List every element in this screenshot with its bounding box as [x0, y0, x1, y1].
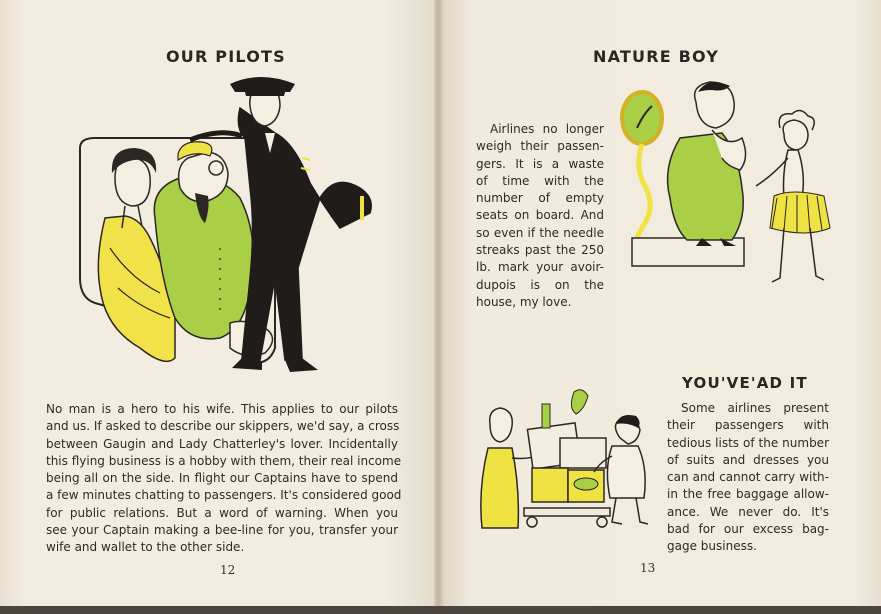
- body-line: so even if the needle: [476, 225, 604, 240]
- book-bottom-edge: [0, 606, 881, 614]
- book-gutter: [434, 0, 443, 606]
- body-line: gers. It is a waste: [476, 156, 604, 171]
- page-number-right: 13: [640, 561, 656, 575]
- body-line: No man is a hero to his wife. This applies to our pilots: [46, 402, 398, 416]
- body-line: tedious lists of the number: [667, 435, 829, 450]
- body-line: see your Captain making a bee-line for you, transfer your: [46, 523, 398, 538]
- pilot-chatting-with-passengers-illustration: [70, 78, 380, 378]
- baggage-trolley-illustration: [470, 388, 655, 536]
- body-line: streaks past the 250: [476, 243, 604, 258]
- page-number-left: 12: [220, 563, 236, 577]
- body-line: between Gaugin and Lady Chatterley's lover. Incidentally: [46, 436, 398, 451]
- body-line: a few minutes chatting to passengers. It's considered good: [46, 488, 402, 503]
- page-title-nature-boy: NATURE BOY: [593, 47, 720, 66]
- body-line: wife and wallet to the other side.: [46, 540, 245, 555]
- body-line: can and cannot carry with-: [667, 470, 829, 485]
- our-pilots-body-text: [46, 401, 402, 557]
- body-line: seats on board. And: [476, 208, 604, 223]
- body-line: for public relations. But a word of warning. When you: [46, 505, 398, 520]
- page-title-our-pilots: OUR PILOTS: [166, 47, 286, 66]
- body-line: bad for our excess bag-: [667, 522, 829, 537]
- body-line: house, my love.: [476, 294, 572, 309]
- body-line: being all on the side. In flight our Captains have to spend: [46, 471, 398, 486]
- body-line: this flying business is a hobby with them, their real income: [46, 453, 402, 468]
- body-line: Some airlines present: [681, 401, 829, 415]
- body-line: Airlines no longer: [490, 122, 604, 136]
- nature-boy-body-text: [476, 121, 604, 311]
- scale-and-nature-boy-illustration: [612, 78, 837, 293]
- body-line: in the free baggage allow-: [667, 487, 829, 502]
- body-line: their passengers with: [667, 418, 829, 433]
- body-line: gage business.: [667, 539, 757, 554]
- body-line: number of empty: [476, 191, 604, 206]
- youvead-it-body-text: [667, 400, 829, 556]
- body-line: ance. We never do. It's: [667, 504, 829, 519]
- body-line: and us. If asked to describe our skippers, we'd say, a cross: [46, 419, 400, 434]
- body-line: weigh their passen-: [476, 139, 604, 154]
- body-line: lb. mark your avoir-: [476, 260, 604, 275]
- body-line: of time with the: [476, 173, 604, 188]
- body-line: of suits and dresses you: [667, 452, 829, 467]
- section-title-youvead-it: YOU'VE'AD IT: [682, 374, 808, 392]
- body-line: dupois is on the: [476, 277, 604, 292]
